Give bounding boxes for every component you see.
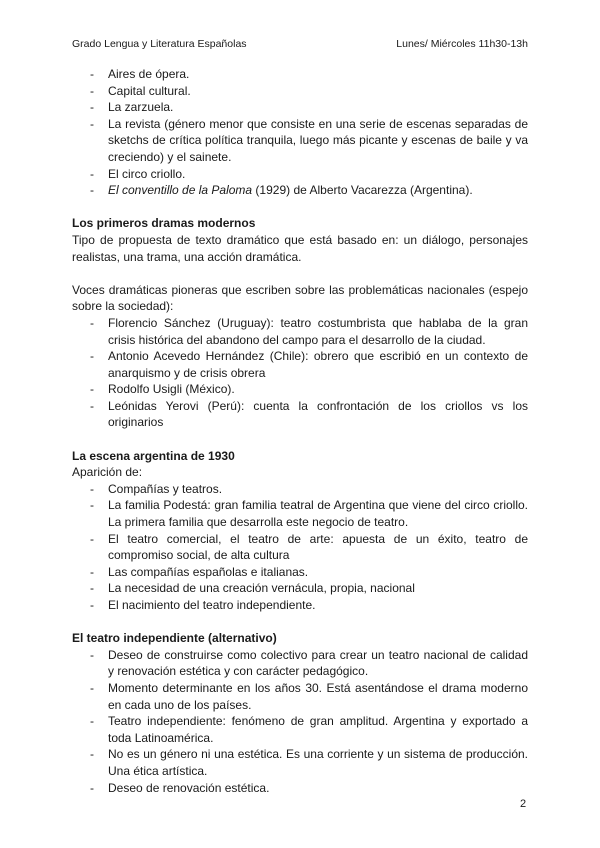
paragraph: Aparición de: (72, 465, 143, 480)
list-item: - Deseo de construirse como colectivo para crear un teatro nacional de calidad y renovación estética y con carácter pedagógico. (72, 647, 528, 680)
paragraph: Voces dramáticas pioneras que escriben sobre las problemáticas nacionales (espejo sobre la sociedad): (72, 282, 528, 314)
list-item: - Teatro independiente: fenómeno de gran amplitud. Argentina y exportado a toda Latinoamérica. (72, 713, 528, 746)
list-item: - El teatro comercial, el teatro de arte: apuesta de un éxito, teatro de compromiso social, de alta cultura (72, 531, 528, 564)
list-item: - Rodolfo Usigli (México). (72, 381, 528, 398)
page-header (72, 38, 528, 50)
list-item: - Momento determinante en los años 30. Está asentándose el drama moderno en cada uno de los países. (72, 680, 528, 713)
work-title: El conventillo de la Paloma (108, 183, 253, 198)
pioneers-list (72, 315, 528, 431)
list-item: - La revista (género menor que consiste en una serie de escenas separadas de sketchs de crítica política tranquila, luego más picante y escenas de baile y va creciendo) y el sainete. (72, 116, 528, 166)
independent-theatre-list (72, 647, 528, 796)
page-number: 2 (520, 798, 527, 810)
list-item: - La necesidad de una creación vernácula, propia, nacional (72, 580, 528, 597)
list-item: - Florencio Sánchez (Uruguay): teatro costumbrista que hablaba de la gran crisis histórica del abandono del campo para el desarrollo de la ciudad. (72, 315, 528, 348)
list-item: - No es un género ni una estética. Es una corriente y un sistema de producción. Una ética artística. (72, 746, 528, 779)
list-item: - La familia Podestá: gran familia teatral de Argentina que viene del circo criollo. La primera familia que desarrolla este negocio de teatro. (72, 497, 528, 530)
document-body (72, 66, 528, 796)
argentina-list (72, 481, 528, 614)
course-title: Grado Lengua y Literatura Españolas (72, 38, 247, 50)
list-item: - El nacimiento del teatro independiente. (72, 597, 528, 614)
list-item: - Capital cultural. (72, 83, 528, 100)
list-item: - Leónidas Yerovi (Perú): cuenta la confrontación de los criollos vs los originarios (72, 398, 528, 431)
schedule: Lunes/ Miércoles 11h30-13h (396, 38, 528, 50)
list-item: - La zarzuela. (72, 99, 528, 116)
list-item: - Compañías y teatros. (72, 481, 528, 498)
paragraph: Tipo de propuesta de texto dramático que está basado en: un diálogo, personajes realistas, una trama, una acción dramática. (72, 232, 528, 264)
work-detail: (1929) de Alberto Vacarezza (Argentina). (252, 183, 473, 198)
intro-list (72, 66, 528, 199)
list-item: - Las compañías españolas e italianas. (72, 564, 528, 581)
list-item: - El circo criollo. (72, 166, 528, 183)
section-title: La escena argentina de 1930 (72, 448, 235, 463)
section-title: El teatro independiente (alternativo) (72, 631, 277, 646)
list-item (72, 182, 528, 199)
section-title: Los primeros dramas modernos (72, 216, 256, 231)
list-item: - Antonio Acevedo Hernández (Chile): obrero que escribió en un contexto de anarquismo y de crisis obrera (72, 348, 528, 381)
list-item: - Deseo de renovación estética. (72, 780, 528, 797)
list-item: - Aires de ópera. (72, 66, 528, 83)
